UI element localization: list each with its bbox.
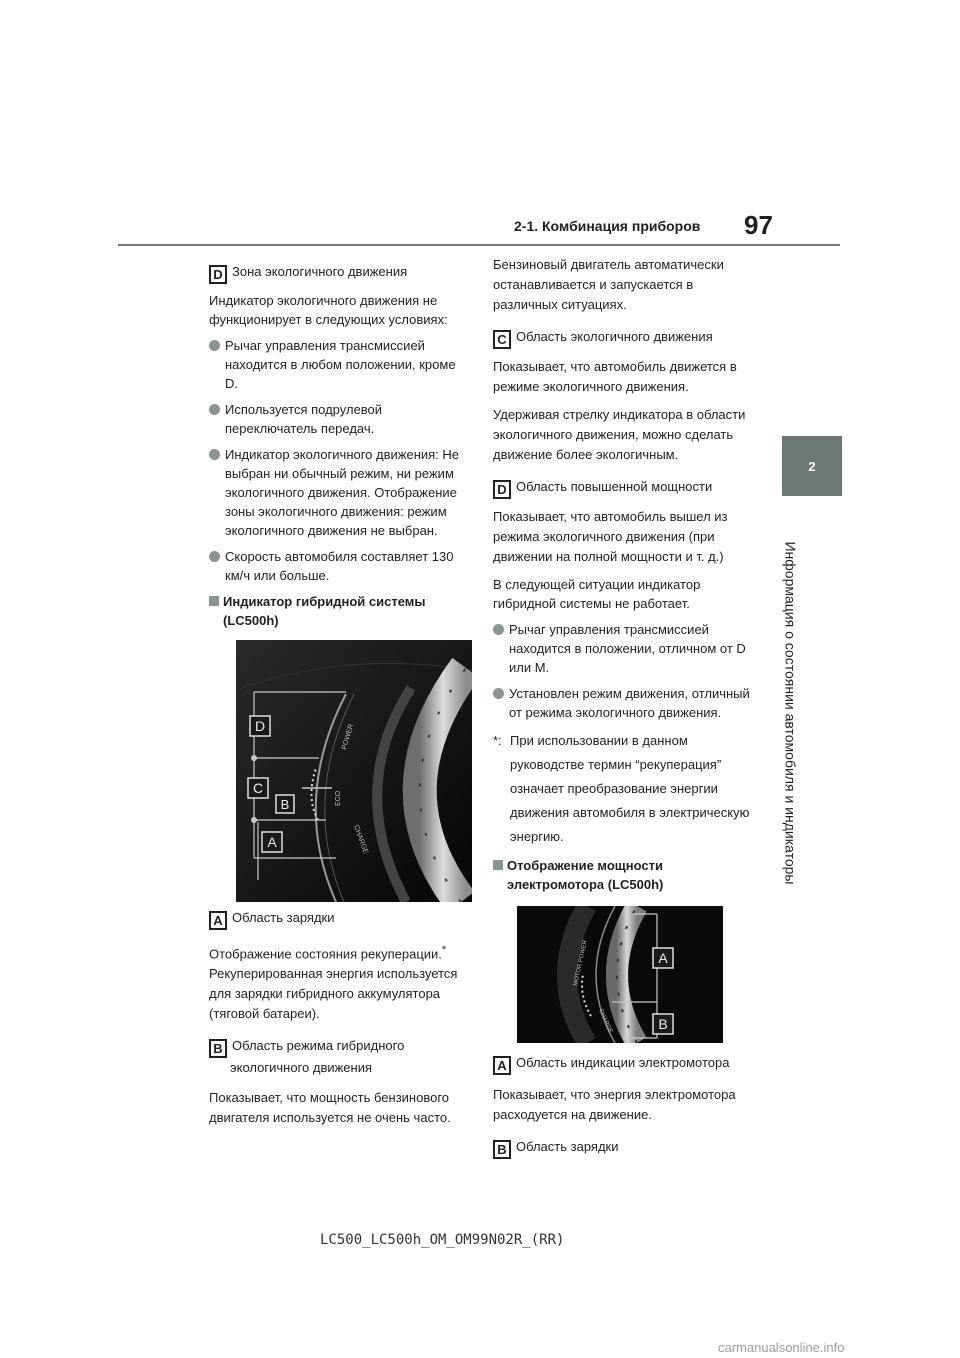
gauge-power-label: POWER [341,723,356,751]
bullet-item: Скорость автомобиля составляет 130 км/ч или больше. [209,547,471,585]
figure-label-c: C [252,780,264,796]
label-box: A [209,911,227,930]
label-box: B [493,1140,511,1159]
paragraph: Показывает, что энергия электромотора расходуется на движение. [493,1087,736,1122]
paragraph [209,940,471,1024]
chapter-tab [782,436,842,496]
b-caption-line [209,1036,471,1078]
gauge-charge-label: CHARGE [597,1008,614,1035]
bullet-item: Индикатор экологичного движения: Не выбран ни обычный режим, ни режим экологичного движения. Отображение зоны экологичного движения: режим экологичного движения не выбран. [209,445,471,540]
caption: Область режима гибридного экологичного движения [230,1038,405,1076]
d-caption-line [493,477,755,499]
label-box: D [209,265,227,284]
paragraph-text: Рекуперированная энергия используется для зарядки гибридного аккумулятора (тяговой батареи). [209,966,458,1022]
right-column [493,255,755,1166]
b-caption-line [493,1137,755,1159]
figure-label-d: D [254,718,266,734]
a-caption-line [209,908,471,930]
paragraph: Показывает, что мощность бензинового двигателя используется не очень часто. [209,1090,451,1126]
paragraph: Бензиновый двигатель автоматически останавливается и запускается в различных ситуациях. [493,257,724,312]
subheading: Отображение мощности электромотора (LC500h) [493,856,755,894]
paragraph: Индикатор экологичного движения не функционирует в следующих условиях: [209,293,448,327]
bullet-item: Используется подрулевой переключатель передач. [209,400,471,438]
paragraph: Показывает, что автомобиль вышел из режима экологичного движения (при движении на полной мощности и т. д.) [493,509,728,564]
gauge-motor-power-label: MOTOR POWER [573,939,589,987]
gauge-charge-label: CHARGE [352,824,369,855]
caption: Область повышенной мощности [516,479,713,494]
chapter-number: 2 [808,458,816,474]
footnote-mark: *: [493,733,502,748]
a-caption-line [493,1053,755,1075]
subheading: Индикатор гибридной системы (LC500h) [209,592,471,630]
paragraph: Показывает, что автомобиль движется в режиме экологичного движения. [493,359,737,394]
caption: Область индикации электромотора [516,1055,730,1070]
watermark: carmanualsonline.info [718,1340,845,1355]
bullet-item: Установлен режим движения, отличный от режима экологичного движения. [493,684,755,722]
footnote-text: При использовании в данном руководстве термин “рекуперация” означает преобразование энергии движения автомобиля в электрическую энергию. [510,733,750,844]
caption: Область зарядки [516,1139,619,1154]
caption: Область экологичного движения [516,329,713,344]
paragraph-text: Отображение состояния рекуперации. [209,946,442,962]
page-number: 97 [744,210,773,240]
d-caption-line [209,262,471,284]
footnote-mark: * [441,944,447,956]
left-column [209,262,471,1128]
c-caption-line [493,327,755,349]
paragraph: Удерживая стрелку индикатора в области экологичного движения, можно сделать движение более экологичным. [493,407,746,462]
figure-label-a: A [658,950,668,966]
caption: Область зарядки [232,910,335,925]
label-box: D [493,480,511,499]
footnote [493,729,755,849]
bullet-item: Рычаг управления трансмиссией находится в положении, отличном от D или M. [493,620,755,677]
hybrid-gauge-illustration [236,640,472,902]
paragraph: В следующей ситуации индикатор гибридной системы не работает. [493,577,701,611]
section-title: 2-1. Комбинация приборов [514,218,701,234]
footer-code: LC500_LC500h_OM_OM99N02R_(RR) [320,1232,565,1248]
chapter-side-text [772,508,808,918]
caption: Зона экологичного движения [232,264,408,279]
chapter-title: Информация о состоянии автомобиля и индикаторы [782,541,799,885]
header-rule [118,244,840,246]
figure-label-b: B [658,1016,668,1032]
figure-label-a: A [267,834,277,850]
hybrid-indicator-figure [236,640,472,902]
label-box: B [209,1039,227,1058]
motor-gauge-illustration [517,906,723,1043]
bullet-item: Рычаг управления трансмиссией находится в любом положении, кроме D. [209,336,471,393]
label-box: C [493,330,511,349]
gauge-eco-label: ECO [335,790,342,806]
label-box: A [493,1056,511,1075]
motor-power-figure [517,906,723,1043]
figure-label-b: B [280,797,290,812]
